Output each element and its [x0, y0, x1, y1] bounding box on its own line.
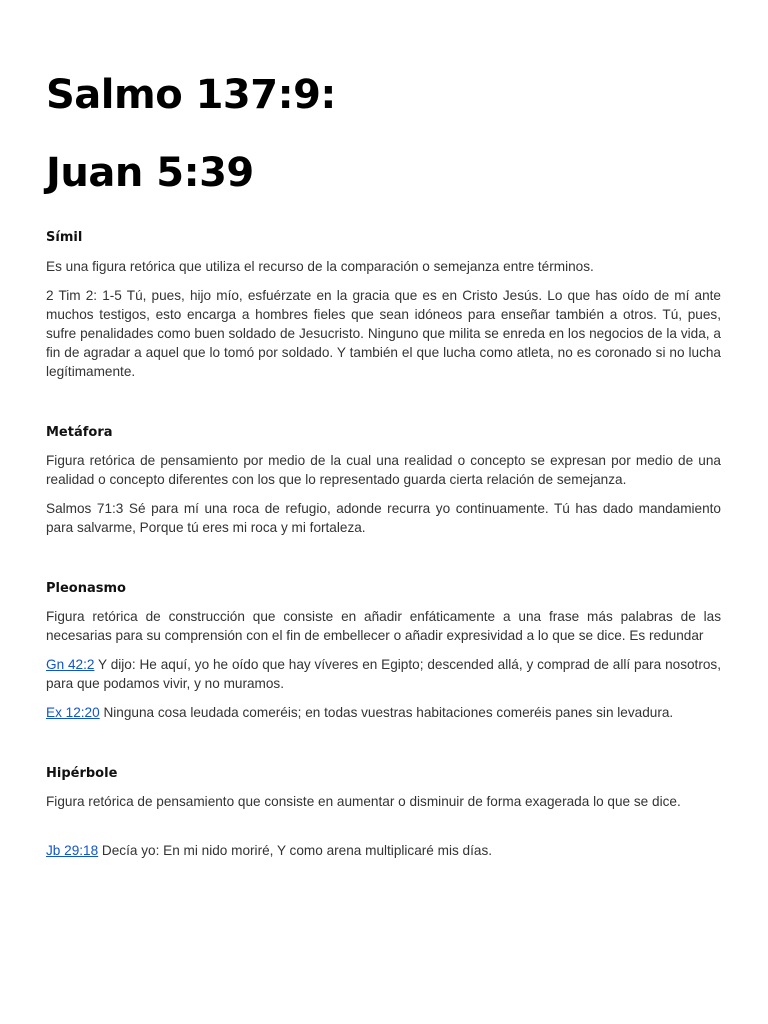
section-pleonasmo	[46, 581, 721, 722]
title-salmo: Salmo 137:9:	[46, 72, 336, 118]
example-hiperbole-text: Decía yo: En mi nido moriré, Y como arena multiplicaré mis días.	[98, 843, 493, 858]
link-jb-29-18[interactable]: Jb 29:18	[46, 843, 99, 858]
heading-hiperbole: Hipérbole	[46, 766, 118, 781]
example-pleonasmo-2	[46, 703, 721, 722]
heading-metafora: Metáfora	[46, 425, 113, 440]
heading-pleonasmo: Pleonasmo	[46, 581, 126, 596]
link-ex-12-20[interactable]: Ex 12:20	[46, 705, 100, 720]
definition-pleonasmo: Figura retórica de construcción que consiste en añadir enfáticamente a una frase más palabras de las necesarias para su comprensión con el fin de embellecer o añadir expresividad a lo que se dice. Es redundar	[46, 609, 721, 643]
example-hiperbole	[46, 841, 721, 860]
definition-metafora: Figura retórica de pensamiento por medio de la cual una realidad o concepto se expresan por medio de una realidad o concepto diferentes con los que lo representado guarda cierta relación de semejanza.	[46, 453, 721, 487]
section-metafora	[46, 425, 721, 537]
definition-hiperbole: Figura retórica de pensamiento que consiste en aumentar o disminuir de forma exagerada lo que se dice.	[46, 794, 681, 809]
section-simil	[46, 230, 721, 381]
example-simil: 2 Tim 2: 1-5 Tú, pues, hijo mío, esfuérzate en la gracia que es en Cristo Jesús. Lo que has oído de mí ante muchos testigos, esto encarga a hombres fieles que sean idóneos para enseñar también a otros. Tú, pues, sufre penalidades como buen soldado de Jesucristo. Ninguno que milita se enreda en los negocios de la vida, a fin de agradar a aquel que lo tomó por soldado. Y también el que lucha como atleta, no es coronado si no lucha legítimamente.	[46, 288, 721, 379]
example-pleonasmo-1-text: Y dijo: He aquí, yo he oído que hay víveres en Egipto; descended allá, y comprad de allí para nosotros, para que podamos vivir, y no muramos.	[46, 657, 721, 691]
section-hiperbole	[46, 766, 721, 860]
link-gn-42-2[interactable]: Gn 42:2	[46, 657, 95, 672]
example-pleonasmo-2-text: Ninguna cosa leudada comeréis; en todas vuestras habitaciones comeréis panes sin levadura.	[99, 705, 674, 720]
example-pleonasmo-1	[46, 655, 721, 693]
heading-simil: Símil	[46, 230, 83, 245]
example-metafora: Salmos 71:3 Sé para mí una roca de refugio, adonde recurra yo continuamente. Tú has dado mandamiento para salvarme, Porque tú eres mi roca y mi fortaleza.	[46, 501, 721, 535]
title-juan: Juan 5:39	[46, 150, 254, 196]
definition-simil: Es una figura retórica que utiliza el recurso de la comparación o semejanza entre términos.	[46, 259, 594, 274]
